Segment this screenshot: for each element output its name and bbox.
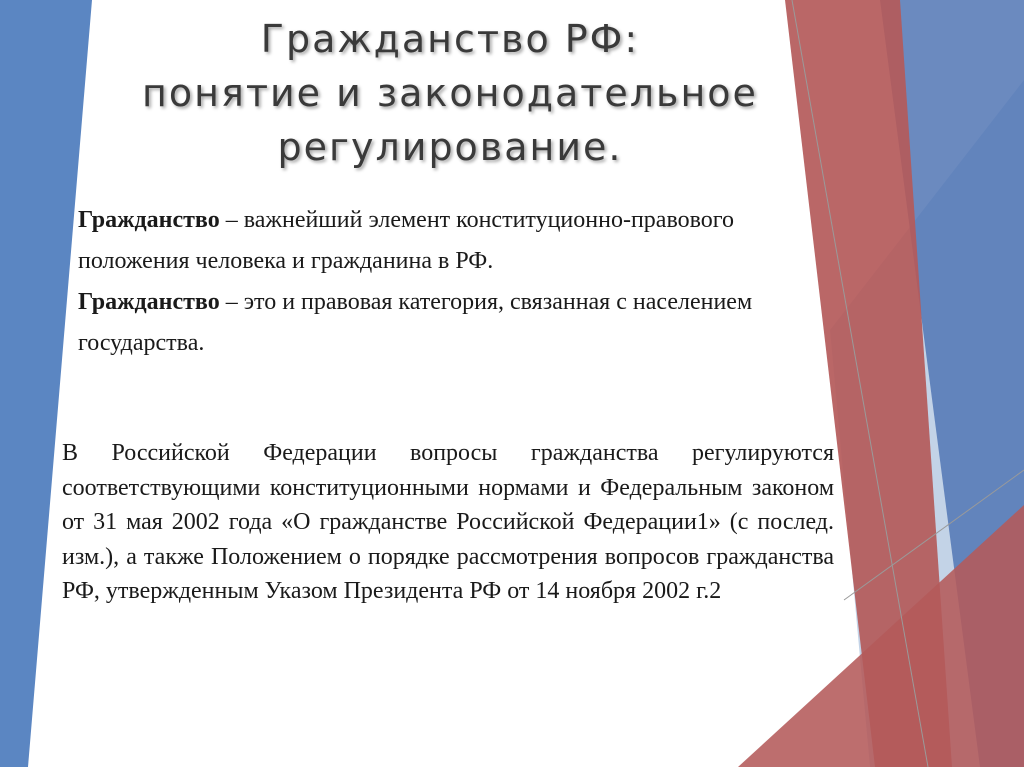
slide-title (100, 12, 800, 174)
definition-1-term: Гражданство (78, 207, 220, 233)
definition-1 (78, 200, 818, 282)
definitions-block (78, 200, 818, 364)
definition-2-term: Гражданство (78, 289, 220, 315)
left-blue-band (0, 0, 92, 767)
definition-2-text: – это и правовая категория, связанная с населением государства. (78, 289, 753, 356)
title-line-2: понятие и законодательное (142, 71, 758, 115)
definition-2 (78, 282, 818, 364)
title-line-1: Гражданство РФ: (260, 17, 640, 61)
legal-regulation-paragraph: В Российской Федерации вопросы гражданства регулируются соответствующими конституционными нормами и Федеральным законом от 31 мая 2002 года «О гражданстве Российской Федерации1» (с послед. изм.), а также Положением о порядке рассмотрения вопросов гражданства РФ, утвержденным Указом Президента РФ от 14 ноября 2002 г.2 (62, 440, 834, 604)
title-line-3: регулирование. (277, 125, 623, 169)
definition-1-text: – важнейший элемент конституционно-правового положения человека и гражданина в РФ. (78, 207, 735, 274)
